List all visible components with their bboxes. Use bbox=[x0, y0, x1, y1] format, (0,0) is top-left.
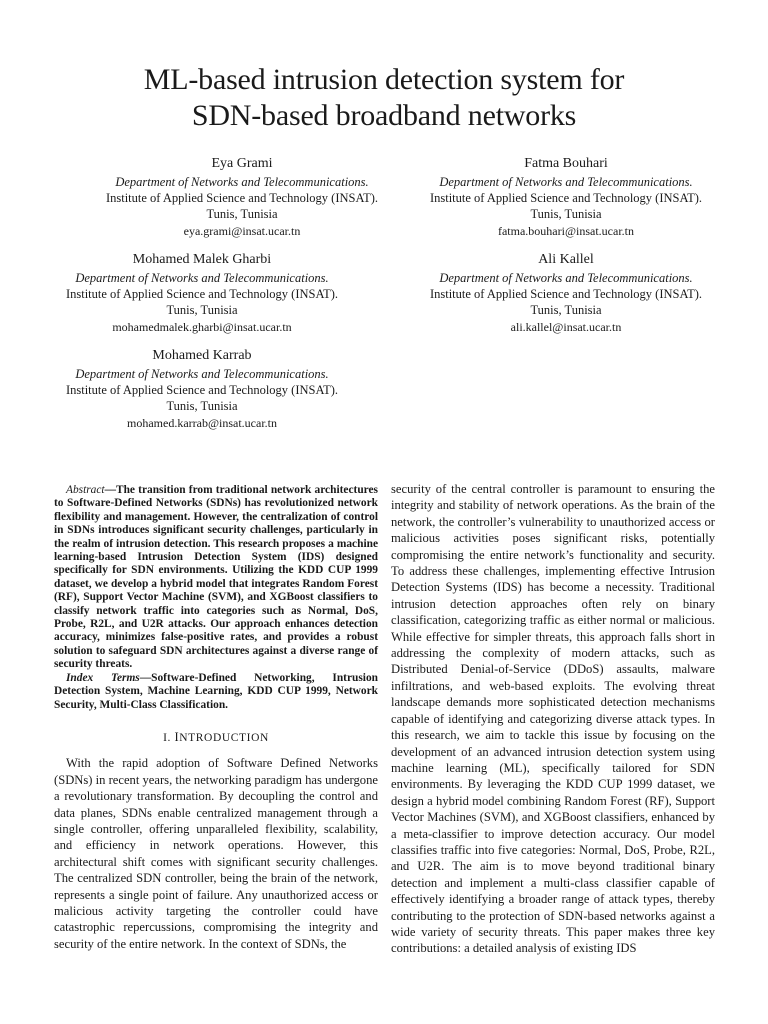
author-name: Mohamed Malek Gharbi bbox=[132, 252, 272, 267]
author-location: Tunis, Tunisia bbox=[530, 207, 602, 222]
author-department: Department of Networks and Telecommunications. bbox=[439, 271, 693, 285]
author-email: fatma.bouhari@insat.ucar.tn bbox=[497, 223, 634, 238]
section-number: I. bbox=[163, 731, 171, 744]
author-block bbox=[416, 155, 716, 239]
author-institute: Institute of Applied Science and Technology (INSAT). bbox=[65, 383, 339, 398]
author-block bbox=[92, 155, 392, 239]
author-department: Department of Networks and Telecommunications. bbox=[75, 271, 329, 285]
author-location: Tunis, Tunisia bbox=[530, 303, 602, 318]
left-column bbox=[54, 484, 378, 952]
author-block bbox=[52, 251, 352, 335]
author-institute: Institute of Applied Science and Technology (INSAT). bbox=[105, 191, 379, 206]
intro-paragraph-continued: security of the central controller is paramount to ensuring the integrity and stability of network operations. As the brain of the network, the controller’s vulnerability to unauthorized access or malicious activities poses significant risks, potentially compromising the entire network’s functionality and security. To address these challenges, implementing effective Intrusion Detection Systems (IDS) has become a necessity. Traditional intrusion detection approaches often rely on binary classification, categorizing traffic as either normal or malicious. While effective for simpler threats, this approach falls short in addressing the complexity of modern attacks, such as Distributed Denial-of-Service (DDoS) assaults, malware infiltrations, and web-based exploits. The evolving threat landscape demands more sophisticated detection mechanisms capable of identifying and categorizing diverse attack types. In this research, we aim to tackle this issue by focusing on the development of an advanced intrusion detection system using machine learning (ML), specifically tailored for SDN environments. By leveraging the KDD CUP 1999 dataset, we design a hybrid model combining Random Forest (RF), Support Vector Machines (SVM), and XGBoost classifiers, enhanced by a meta-classifier to improve detection accuracy. Our model classifies traffic into five categories: Normal, DoS, Probe, R2L, and U2R. The aim is to move beyond traditional binary detection and implement a multi-class classifier capable of effectively identifying a broader range of attack types, thereby contributing to the protection of SDN-based networks against a wide variety of security threats. This paper makes three key contributions: a detailed analysis of existing IDS bbox=[391, 482, 715, 956]
author-email: mohamedmalek.gharbi@insat.ucar.tn bbox=[112, 319, 292, 334]
abstract bbox=[54, 484, 378, 712]
author-institute: Institute of Applied Science and Technology (INSAT). bbox=[65, 287, 339, 302]
author-location: Tunis, Tunisia bbox=[166, 303, 238, 318]
author-department: Department of Networks and Telecommunications. bbox=[115, 175, 369, 189]
author-name: Eya Grami bbox=[211, 156, 273, 171]
author-institute: Institute of Applied Science and Technology (INSAT). bbox=[429, 287, 703, 302]
right-column bbox=[391, 481, 715, 957]
abstract-text: —The transition from traditional network architectures to Software-Defined Networks (SDNs) has revolutionized network flexibility and management. However, the centralization of control in SDNs introduces significant security challenges, particularly in the realm of intrusion detection. This research proposes a machine learning-based Intrusion Detection System (IDS) designed specifically for SDN environments. Utilizing the KDD CUP 1999 dataset, we develop a hybrid model that integrates Random Forest (RF), Support Vector Machine (SVM), and XGBoost classifiers to classify network traffic into categories such as Normal, DoS, Probe, R2L, and U2R attacks. Our approach enhances detection accuracy, minimizes false-positive rates, and provides a robust solution to safeguard SDN architectures against a diverse range of security threats. bbox=[54, 484, 378, 671]
index-terms-label: Index Terms bbox=[66, 671, 140, 684]
section-title-initial: I bbox=[174, 729, 180, 744]
section-title-rest: NTRODUCTION bbox=[179, 731, 269, 744]
author-block bbox=[416, 251, 716, 335]
paper-title bbox=[0, 62, 768, 134]
author-email: eya.grami@insat.ucar.tn bbox=[183, 223, 301, 238]
author-department: Department of Networks and Telecommunications. bbox=[75, 367, 329, 381]
author-email: ali.kallel@insat.ucar.tn bbox=[510, 319, 622, 334]
author-email: mohamed.karrab@insat.ucar.tn bbox=[127, 415, 277, 430]
author-block bbox=[52, 347, 352, 431]
intro-paragraph: With the rapid adoption of Software Defined Networks (SDNs) in recent years, the networking paradigm has undergone a revolutionary transformation. By decoupling the control and data planes, SDNs enable centralized management through a single controller, offering unparalleled flexibility, scalability, and efficiency in network operations. However, this architectural shift comes with significant security challenges. The centralized SDN controller, being the brain of the network, represents a single point of failure. Any unauthorized access or malicious activity targeting the controller could have catastrophic repercussions, compromising the integrity and security of the entire network. In the context of SDNs, the bbox=[54, 756, 378, 951]
author-name: Fatma Bouhari bbox=[524, 156, 608, 171]
author-location: Tunis, Tunisia bbox=[166, 399, 238, 414]
author-institute: Institute of Applied Science and Technology (INSAT). bbox=[429, 191, 703, 206]
title-line-2: SDN-based broadband networks bbox=[191, 99, 577, 132]
index-terms-text: —Software-Defined Networking, Intrusion Detection System, Machine Learning, KDD CUP 1999, Network Security, Multi-Class Classification. bbox=[54, 671, 378, 711]
title-line-1: ML-based intrusion detection system for bbox=[143, 63, 625, 96]
author-name: Ali Kallel bbox=[538, 252, 594, 267]
abstract-label: Abstract bbox=[66, 484, 105, 496]
section-heading bbox=[54, 729, 378, 746]
author-name: Mohamed Karrab bbox=[152, 348, 252, 363]
author-location: Tunis, Tunisia bbox=[206, 207, 278, 222]
author-department: Department of Networks and Telecommunications. bbox=[439, 175, 693, 189]
